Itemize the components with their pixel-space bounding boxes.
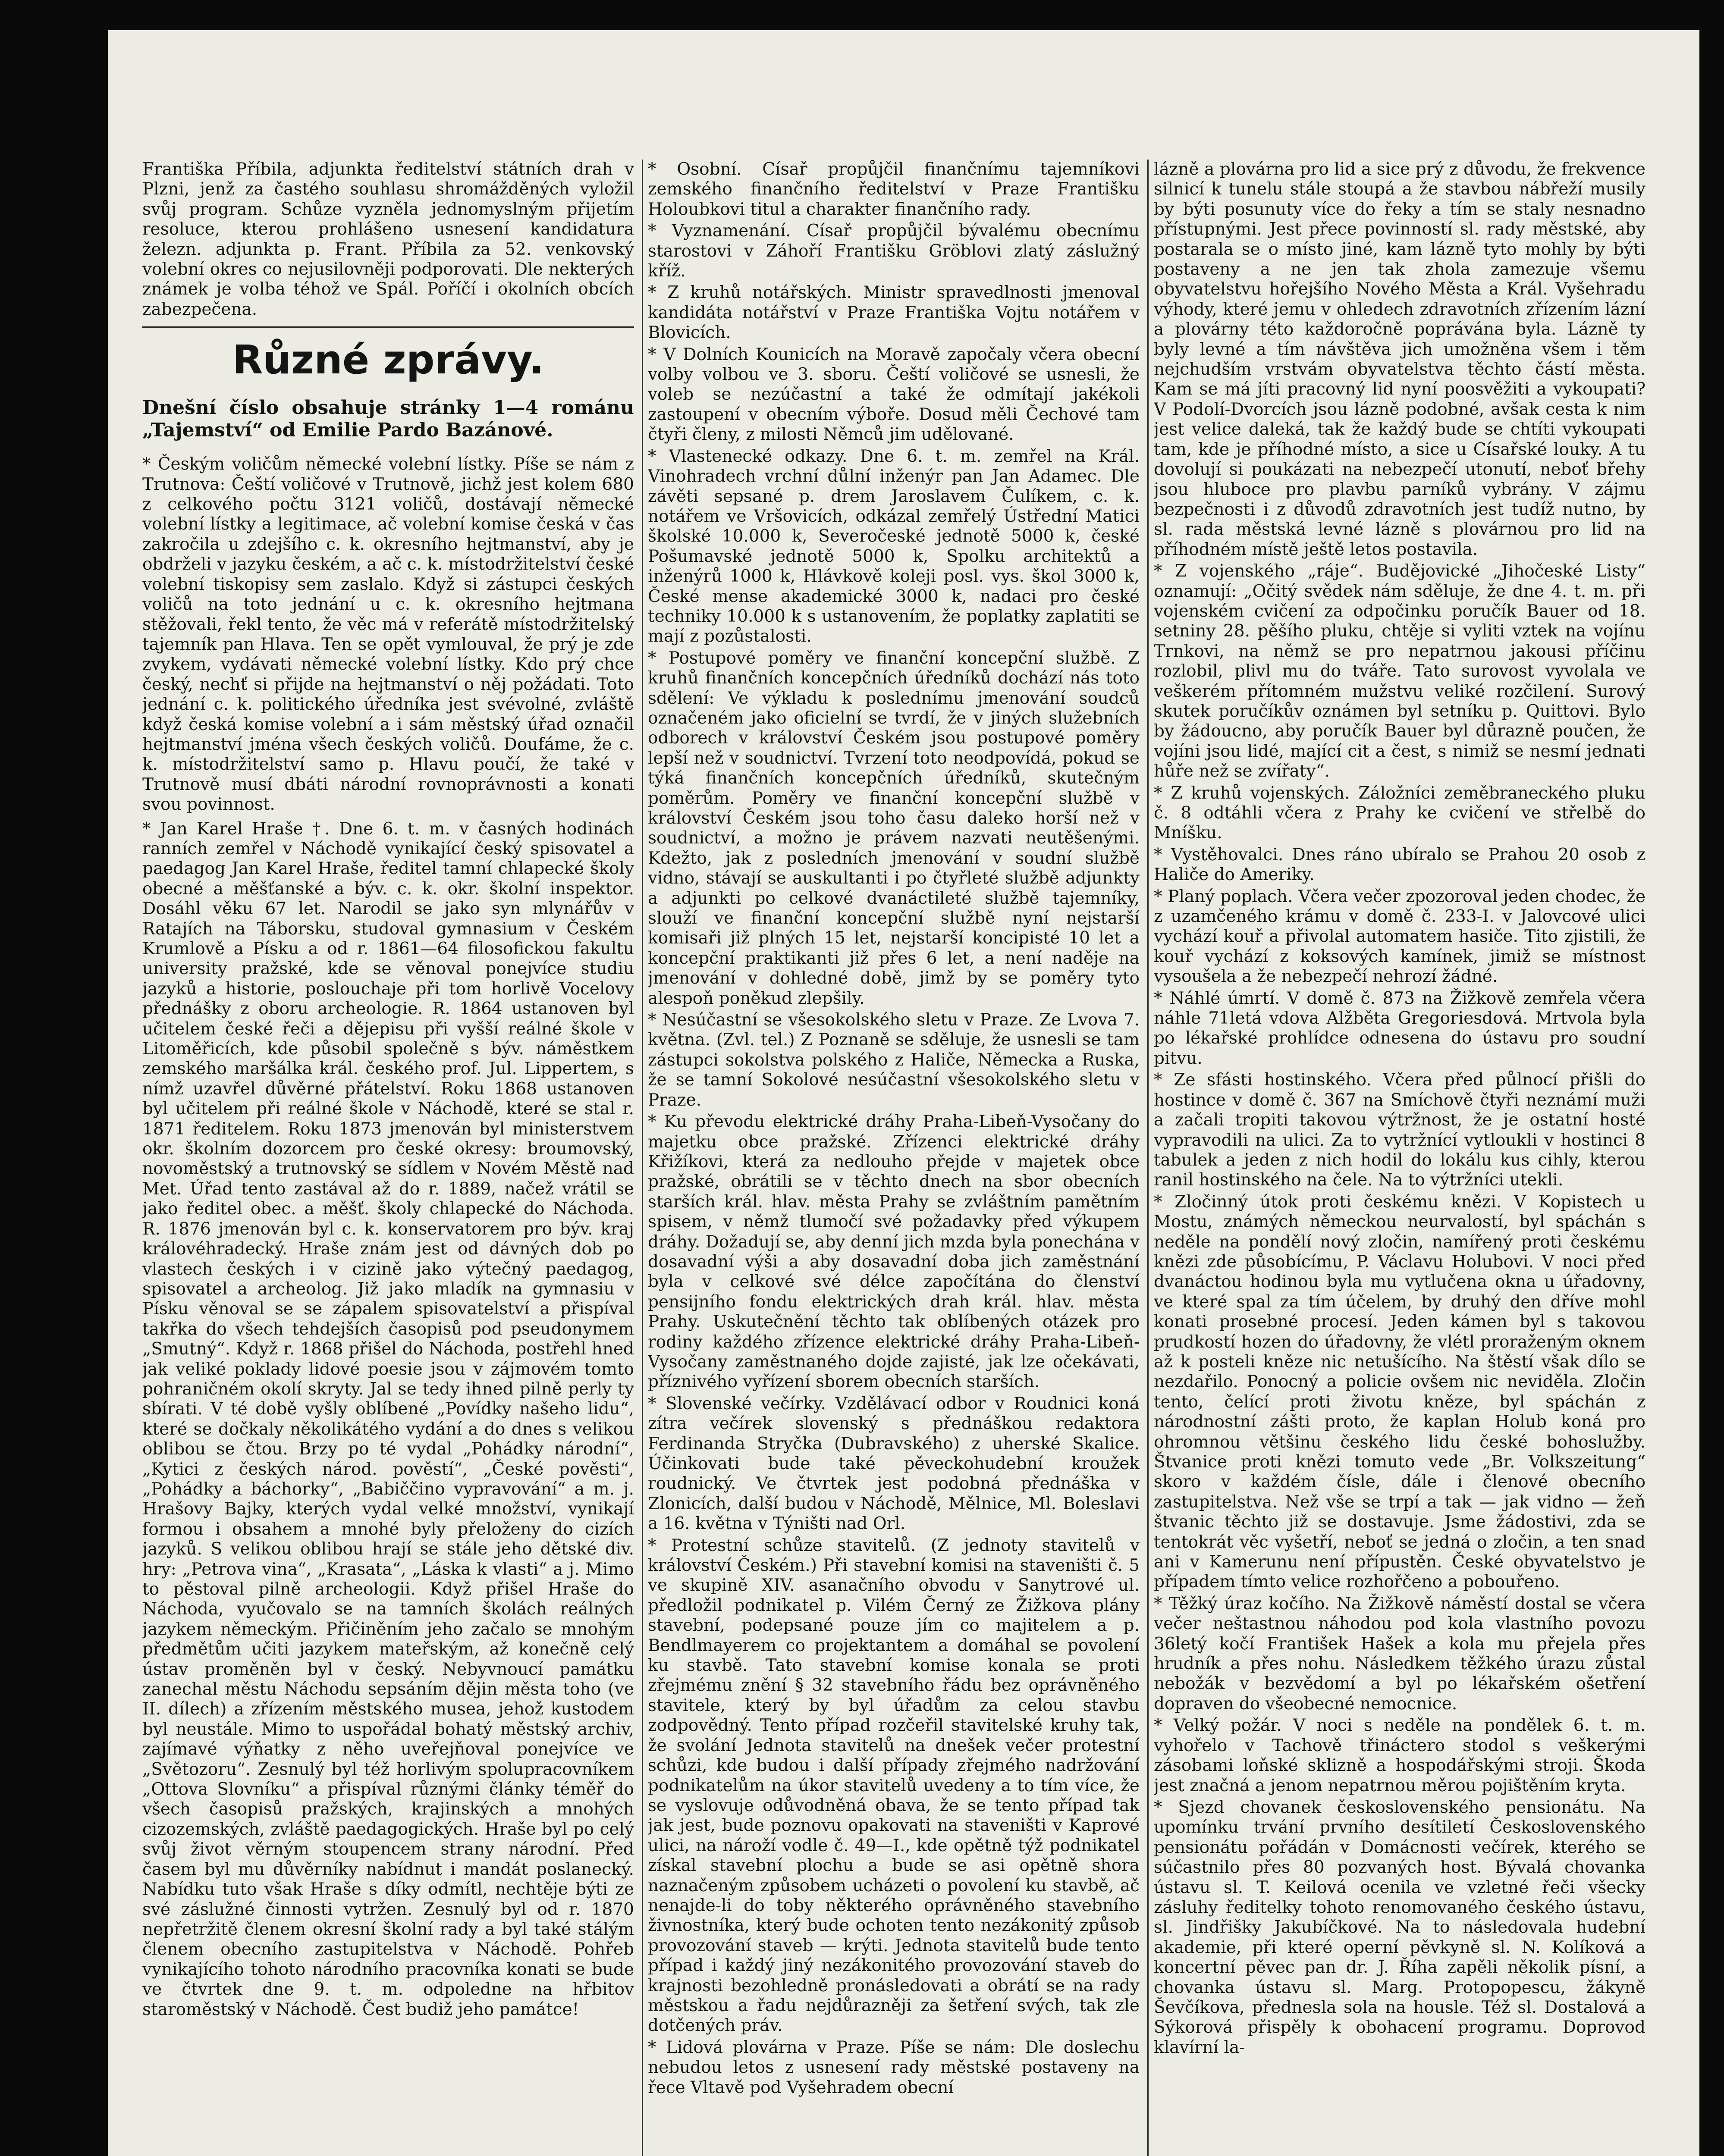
- section-rule: [142, 326, 634, 328]
- news-item: * Osobní. Císař propůjčil finančnímu tajemníkovi zemského finančního ředitelství v Praze Františku Holoubkovi titul a charakter finančního rady.: [648, 160, 1140, 219]
- news-item: * Jan Karel Hraše †. Dne 6. t. m. v časných hodinách ranních zemřel v Náchodě vynikající český spisovatel a paedagog Jan Karel Hraše, ředitel tamní chlapecké školy obecné a měšťanské a býv. c. k. okr. školní inspektor. Dosáhl věku 67 let. Narodil se jako syn mlynářův v Ratajích na Táborsku, studoval gymnasium v Českém Krumlově a Písku a od r. 1861—64 filosofickou fakultu university pražské, kde se věnoval ponejvíce studiu jazyků a historie, poslouchaje při tom horlivě Vocelovy přednášky z oboru archeologie. R. 1864 ustanoven byl učitelem české řeči a dějepisu při vyšší reálné škole v Litoměřicích, kde působil společně s býv. náměstkem zemského maršálka král. českého prof. Jul. Lippertem, s nímž uzavřel důvěrné přátelství. Roku 1868 ustanoven byl učitelem při reálné škole v Náchodě, které se stal r. 1871 ředitelem. Roku 1873 jmenován byl ministerstvem okr. školním dozorcem pro české okresy: broumovský, novoměstský a trutnovský se sídlem v Novém Městě nad Met. Úřad tento zastával až do r. 1889, načež vrátil se jako ředitel obec. a měšť. školy chlapecké do Náchoda. R. 1876 jmenován byl c. k. konservatorem pro býv. kraj královéhradecký. Hraše znám jest od dávných dob po vlastech českých i v cizině jako výtečný paedagog, spisovatel a archeolog. Již jako mladík na gymnasiu v Písku věnoval se se zápalem spisovatelství a přispíval takřka do všech tehdejších časopisů pod pseudonymem „Smutný“. Když r. 1868 přišel do Náchoda, postřehl hned jak veliké poklady lidové poesie jsou v zájmovém tomto pohraničném okolí skryty. Jal se tedy ihned pilně perly ty sbírati. V té době vyšly oblíbené „Povídky našeho lidu“, které se dočkaly několikátého vydání a do dnes s velikou oblibou se čtou. Brzy po té vydal „Pohádky národní“, „Kytici z českých národ. pověstí“, „České pověsti“, „Pohádky a báchorky“, „Babiččino vypravování“ a m. j. Hrašovy Bajky, kterých vydal velké množství, vynikají formou i obsahem a mnohé byly přeloženy do cizích jazyků. S velikou oblibou hrají se stále jeho dětské div. hry: „Petrova vina“, „Krasata“, „Láska k vlasti“ a j. Mimo to pěstoval pilně archeologii. Když přišel Hraše do Náchoda, vyučovalo se na tamních školách reálných jazykem německým. Přičiněním jeho začalo se mnohým předmětům učiti jazykem mateřským, až konečně celý ústav proměněn byl v český. Nebyvnoucí památku zanechal městu Náchodu sepsáním dějin města toho (ve II. dílech) a zřízením městského musea, jehož kustodem byl neustále. Mimo to uspořádal bohatý městský archiv, zajímavé výňatky z něho uveřejňoval ponejvíce ve „Světozoru“. Zesnulý byl též horlivým spolupracovníkem „Ottova Slovníku“ a přispíval různými články téměř do všech časopisů pražských, krajinských a mnohých cizozemských, zvláště paedagogických. Hraše byl po celý svůj život věrným stoupencem strany národní. Před časem byl mu důvěrníky nabídnut i mandát poslanecký. Nabídku tuto však Hraše s díky odmítl, nechtěje býti ze své záslužné činnosti vytržen. Zesnulý byl od r. 1870 nepřetržitě členem okresní školní rady a byl také stálým členem obecního zastupitelstva v Náchodě. Pohřeb vynikajícího tohoto národního pracovníka konati se bude ve čtvrtek dne 9. t. m. odpoledne na hřbitov staroměstský v Náchodě. Čest budiž jeho památce!: [142, 819, 634, 2019]
- news-item: * Těžký úraz kočího. Na Žižkově náměstí dostal se včera večer neštastnou náhodou pod kola vlastního povozu 36letý kočí František Hašek a kola mu přejela přes hrudník a přes nohu. Následkem těžkého úrazu zůstal nebožák v bezvědomí a byl po lékařském ošetření dopraven do všeobecné nemocnice.: [1154, 1594, 1645, 1714]
- column-divider: [1147, 160, 1149, 2156]
- news-item: * Vyznamenání. Císař propůjčil bývalému obecnímu starostovi v Záhoří Františku Gröblovi zlatý záslužný kříž.: [648, 221, 1140, 281]
- supplement-notice: Dnešní číslo obsahuje stránky 1—4 románu „Tajemství“ od Emilie Pardo Bazánové.: [142, 397, 634, 442]
- column-1: [142, 160, 634, 2156]
- news-item: * V Dolních Kounicích na Moravě započaly včera obecní volby volbou ve 3. sboru. Čeští voličové se usnesli, že voleb se nezúčastní a také že odmítají jakékoli zastoupení v obecním výboře. Dosud měli Čechové tam čtyři členy, z milosti Němců jim udělované.: [648, 345, 1140, 445]
- news-item: lázně a plovárna pro lid a sice prý z důvodu, že frekvence silnicí k tunelu stále stoupá a že stavbou nábřeží musily by býti posunuty více do řeky a tím se staly nesnadno přístupnými. Jest přece povinností sl. rady městské, aby postarala se o místo jiné, kam lázně tyto mohly by býti postaveny a ne jen tak zhola zamezuje všemu obyvatelstvu hořejšího Nového Města a Král. Vyšehradu výhody, které jemu v ohledech zdravotních zřízením lázní a plovárny této každoročně poprávána byla. Lázně ty byly levné a tím návštěva jich umožněna všem i těm nejchudším vrstvám obyvatelstva těchto částí města. Kam se má jíti pracovný lid nyní poosvěžiti a vykoupati? V Podolí-Dvorcích jsou lázně podobné, avšak cesta k nim jest velice daleká, tak že každý bude se chtíti vykoupati tam, kde je příhodné místo, a sice u Císařské louky. A tu dovolují si poukázati na nebezpečí utonutí, neboť břehy jsou hluboce pro plavbu parníků vybrány. V zájmu bezpečnosti i z důvodů zdravotních jest tudíž nutno, by sl. rada městská levné lázně s plovárnou pro lid na příhodném místě ještě letos postavila.: [1154, 160, 1645, 559]
- news-item: * Protestní schůze stavitelů. (Z jednoty stavitelů v království Českém.) Při stavební komisi na staveništi č. 5 ve skupině XIV. asanačního obvodu v Sanytrové ul. předložil podnikatel p. Vilém Černý ze Žižkova plány stavební, podepsané pouze jím co majitelem a p. Bendlmayerem co projektantem a domáhal se povolení ku stavbě. Tato stavební komise konala se proti zřejmému znění § 32 stavebního řádu bez oprávněného stavitele, který by byl úřadům za celou stavbu zodpovědný. Tento případ rozčeřil stavitelské kruhy tak, že svolání Jednota stavitelů na dnešek večer protestní schůzi, kde budou i další případy zřejmého nadržování podnikatelům na úkor stavitelů uvedeny a to tím více, že se vyslovuje odůvodněná obava, že se tento případ tak jak jest, bude poznovu opakovati na staveništi v Kaprové ulici, na nároží vodle č. 49—I., kde opětně týž podnikatel získal stavební plochu a bude se asi opětně shora naznačeným způsobem ucházeti o povolení ku stavbě, ač nenajde-li do toby některého oprávněného stavebního živnostníka, který bude ochoten tento nezákonitý způsob provozování staveb — krýti. Jednota stavitelů bude tento případ i každý jiný nezákonitého provozování staveb do krajnosti bezohledně pronásledovati a obrátí se na rady městskou a řadu nejdůrazněji za šetření svých, tak zle dotčených práv.: [648, 1536, 1140, 2036]
- news-item: * Z kruhů vojenských. Záložníci zeměbraneckého pluku č. 8 odtáhli včera z Prahy ke cvičení ve střelbě do Mníšku.: [1154, 783, 1645, 843]
- news-item: * Ku převodu elektrické dráhy Praha-Libeň-Vysočany do majetku obce pražské. Zřízenci elektrické dráhy Křižíkovi, která za nedlouho přejde v majetek obce pražské, obrátili se v těchto dnech na sbor obecních starších král. hlav. města Prahy se zvláštním pamětním spisem, v němž tlumočí své požadavky před výkupem dráhy. Dožadují se, aby denní jich mzda byla ponechána v dosavadní výši a aby dosavadní doba jich zaměstnání byla v celkové své délce započítána do členství pensijního fondu elektrických drah král. hlav. města Prahy. Uskutečnění těchto tak oblíbených otázek pro rodiny každého zřízence elektrické dráhy Praha-Libeň-Vysočany zaměstnaného dojde zajisté, jak lze očekávati, příznivého vyřízení sborem obecních starších.: [648, 1112, 1140, 1392]
- news-item: * Zločinný útok proti českému knězi. V Kopistech u Mostu, známých německou neurvalostí, byl spáchán s neděle na pondělí nový zločin, namířený proti českému knězi zde působícímu, P. Václavu Holubovi. V noci před dvanáctou hodinou byla mu vytlučena okna u úřadovny, ve které spal za tím účelem, by druhý den dříve mohl konati prosebné procesí. Jeden kámen byl s takovou prudkostí hozen do úřadovny, že vlétl proraženým oknem až k posteli kněze nic netušícího. Na štěstí však dílo se nezdařilo. Ponocný a policie ovšem nic neviděla. Zločin tento, čelící proti životu kněze, byl spáchán z národnostní zášti proto, že kaplan Holub koná pro ohromnou většinu českého lidu české bohoslužby. Štvanice proti knězi tomuto vede „Br. Volkszeitung“ skoro v každém čísle, dále i členové obecního zastupitelstva. Než vše se trpí a tak — jak vidno — žeň štvanic těchto již se dostavuje. Jsme žádostivi, zda se tentokrát věc vyšetří, neboť se jedná o zločin, a ten snad ani v Kamerunu není přípustěn. České obyvatelstvo je případem tímto velice rozhořčeno a pobouřeno.: [1154, 1192, 1645, 1592]
- news-item: * Nesúčastní se všesokolského sletu v Praze. Ze Lvova 7. května. (Zvl. tel.) Z Poznaně se sděluje, že usnesli se tam zástupci sokolstva polského z Haliče, Německa a Ruska, že se tamní Sokolové nesúčastní všesokolského sletu v Praze.: [648, 1010, 1140, 1110]
- news-item: * Planý poplach. Včera večer zpozoroval jeden chodec, že z uzamčeného krámu v domě č. 233-I. v Jalovcové ulici vychází kouř a přivolal automatem hasiče. Tito zjistili, že kouř vychází z koksových kamínek, jimiž se místnost vysoušela a že nebezpečí nehrozí žádné.: [1154, 887, 1645, 987]
- news-item: * Velký požár. V noci s neděle na pondělek 6. t. m. vyhořelo v Tachově třináctero stodol s veškerými zásobami loňské sklizně a hospodářskými stroji. Škoda jest značná a jenom nepatrnou měrou pojištěním kryta.: [1154, 1716, 1645, 1796]
- column-3: [1154, 160, 1645, 2156]
- column-2: [648, 160, 1140, 2156]
- newspaper-page: [108, 30, 1699, 2156]
- article-continuation: Františka Příbila, adjunkta ředitelství státních drah v Plzni, jenž za častého souhlasu shromážděných vyložil svůj program. Schůze vyzněla jednomyslným přijetím resoluce, kterou prohlášeno usnesení kandidatura železn. adjunkta p. Frant. Příbila za 52. venkovský volební okres co nejusilovněji podporovati. Dle nekterých známek je volba téhož ve Spál. Poříčí i okolních obcích zabezpečena.: [142, 160, 634, 319]
- news-item: * Postupové poměry ve finanční koncepční službě. Z kruhů finančních koncepčních úředníků dochází nás toto sdělení: Ve výkladu k poslednímu jmenování soudců označeném jako oficielní se tvrdí, že v jiných služebních odborech v království Českém jsou postupové poměry lepší než v soudnictví. Tvrzení toto neodpovídá, pokud se týká finančních koncepčních úředníků, skutečným poměrům. Poměry ve finanční koncepční službě v království Českém jsou toho času daleko horší než v soudnictví, a možno je právem nazvati neutěšenými. Kdežto, jak z posledních jmenování v soudní službě vidno, stávají se auskultanti i po čtyřleté službě adjunkty a adjunkti po celkové dvanáctileté službě tajemníky, slouží ve finanční koncepční službě nyní nejstarší komisaři již plných 15 let, nejstarší koncipisté 10 let a koncepční praktikanti již přes 6 let, a není naděje na jmenování v dohledné době, jimž by se poměry tyto alespoň poněkud zlepšily.: [648, 648, 1140, 1008]
- news-item: * Z kruhů notářských. Ministr spravedlnosti jmenoval kandidáta notářství v Praze Františka Vojtu notářem v Blovicích.: [648, 283, 1140, 343]
- news-item: * Z vojenského „ráje“. Budějovické „Jihočeské Listy“ oznamují: „Očitý svědek nám sděluje, že dne 4. t. m. při vojenském cvičení za odpočinku poručík Bauer od 18. setniny 28. pěšího pluku, chtěje si vyliti vztek na vojínu Trnkovi, na němž se pro nepatrnou jakousi příčinu rozlobil, plivl mu do tváře. Tato surovost vyvolala ve veškerém přítomném mužstvu veliké rozčilení. Surový skutek poručíkův oznámen byl setníku p. Quittovi. Bylo by žádoucno, aby poručík Bauer byl důrazně poučen, že vojíni jsou lidé, mající cit a čest, s nimiž se nesmí jednati hůře než se zvířaty“.: [1154, 561, 1645, 781]
- section-heading: Různé zprávy.: [232, 337, 544, 383]
- news-item: * Vlastenecké odkazy. Dne 6. t. m. zemřel na Král. Vinohradech vrchní důlní inženýr pan Jan Adamec. Dle závěti sepsané p. drem Jaroslavem Čulíkem, c. k. notářem ve Vršovicích, odkázal zemřelý Ústřední Matici školské 10.000 k, Severočeské jednotě 5000 k, české Pošumavské jednotě 5000 k, Spolku architektů a inženýrů 1000 k, Hlávkově koleji posl. vys. škol 3000 k, České mense akademické 3000 k, nadaci pro české techniky 10.000 k s ustanovením, že poplatky zaplatiti se mají z pozůstalosti.: [648, 446, 1140, 646]
- news-item: * Slovenské večírky. Vzdělávací odbor v Roudnici koná zítra večírek slovenský s přednáškou redaktora Ferdinanda Stryčka (Dubravského) z uherské Skalice. Účinkovati bude také pěveckohudební kroužek roudnický. Ve čtvrtek jest podobná přednáška v Zlonicích, další budou v Náchodě, Mělnice, Ml. Boleslavi a 16. května v Týništi nad Orl.: [648, 1394, 1140, 1534]
- news-item: * Náhlé úmrtí. V domě č. 873 na Žižkově zemřela včera náhle 71letá vdova Alžběta Gregoriesdová. Mrtvola byla po lékařské prohlídce odnesena do ústavu pro soudní pitvu.: [1154, 988, 1645, 1068]
- news-item: * Ze sfásti hostinského. Včera před půlnocí přišli do hostince v domě č. 367 na Smíchově čtyři neznámí muži a začali tropiti takovou výtržnost, že je ostatní hosté vypravodili na ulici. Za to vytržnící vytloukli v hostinci 8 tabulek a jeden z nich hodil do lokálu kus cihly, kterou ranil hostinského na čele. Na to výtržníci utekli.: [1154, 1070, 1645, 1190]
- news-item: * Sjezd chovanek československého pensionátu. Na upomínku trvání prvního desítiletí Československého pensionátu pořádán v Domácnosti večírek, kterého se súčastnilo přes 80 pozvaných host. Bývalá chovanka ústavu sl. T. Keilová ocenila ve vzletné řeči všecky zásluhy ředitelky tohoto renomovaného českého ústavu, sl. Jindřišky Jakubíčkové. Na to následovala hudební akademie, při které operní pěvkyně sl. N. Kolíková a koncertní pěvec pan dr. J. Říha zapěli několik písní, a chovanka ústavu sl. Marg. Protopopescu, žákyně Ševčíkova, přednesla sola na housle. Též sl. Dostalová a Sýkorová přispěly k obohacení programu. Doprovod klavírní la-: [1154, 1797, 1645, 2057]
- news-item: * Českým voličům německé volební lístky. Píše se nám z Trutnova: Čeští voličové v Trutnově, jichž jest kolem 680 z celkového počtu 3121 voličů, dostávají německé volební lístky a legitimace, ač volební komise česká v čas zakročila u zdejšího c. k. okresního hejtmanství, aby je obdrželi v jazyku českém, a ač c. k. místodržitelství české volební tiskopisy sem zaslalo. Když si zástupci českých voličů na toto jednání u c. k. okresního hejtmana stěžovali, řekl tento, že věc má v referátě místodržitelský tajemník pan Hlava. Ten se opět vymlouval, že prý je zde zvykem, vydávati německé volební lístky. Kdo prý chce český, nechť si přijde na hejtmanství o něj požádati. Toto jednání c. k. politického úředníka jest svévolné, zvláště když česká komise volební a i sám městský úřad označil hejtmanství jména všech českých voličů. Doufáme, že c. k. místodržitelství samo p. Hlavu poučí, že také v Trutnově musí dbáti národní rovnoprávnosti a konati svou povinnost.: [142, 454, 634, 815]
- news-item: * Lidová plovárna v Praze. Píše se nám: Dle doslechu nebudou letos z usnesení rady městské postaveny na řece Vltavě pod Vyšehradem obecní: [648, 2037, 1140, 2097]
- news-item: * Vystěhovalci. Dnes ráno ubíralo se Prahou 20 osob z Haliče do Ameriky.: [1154, 845, 1645, 885]
- column-divider: [642, 160, 643, 2156]
